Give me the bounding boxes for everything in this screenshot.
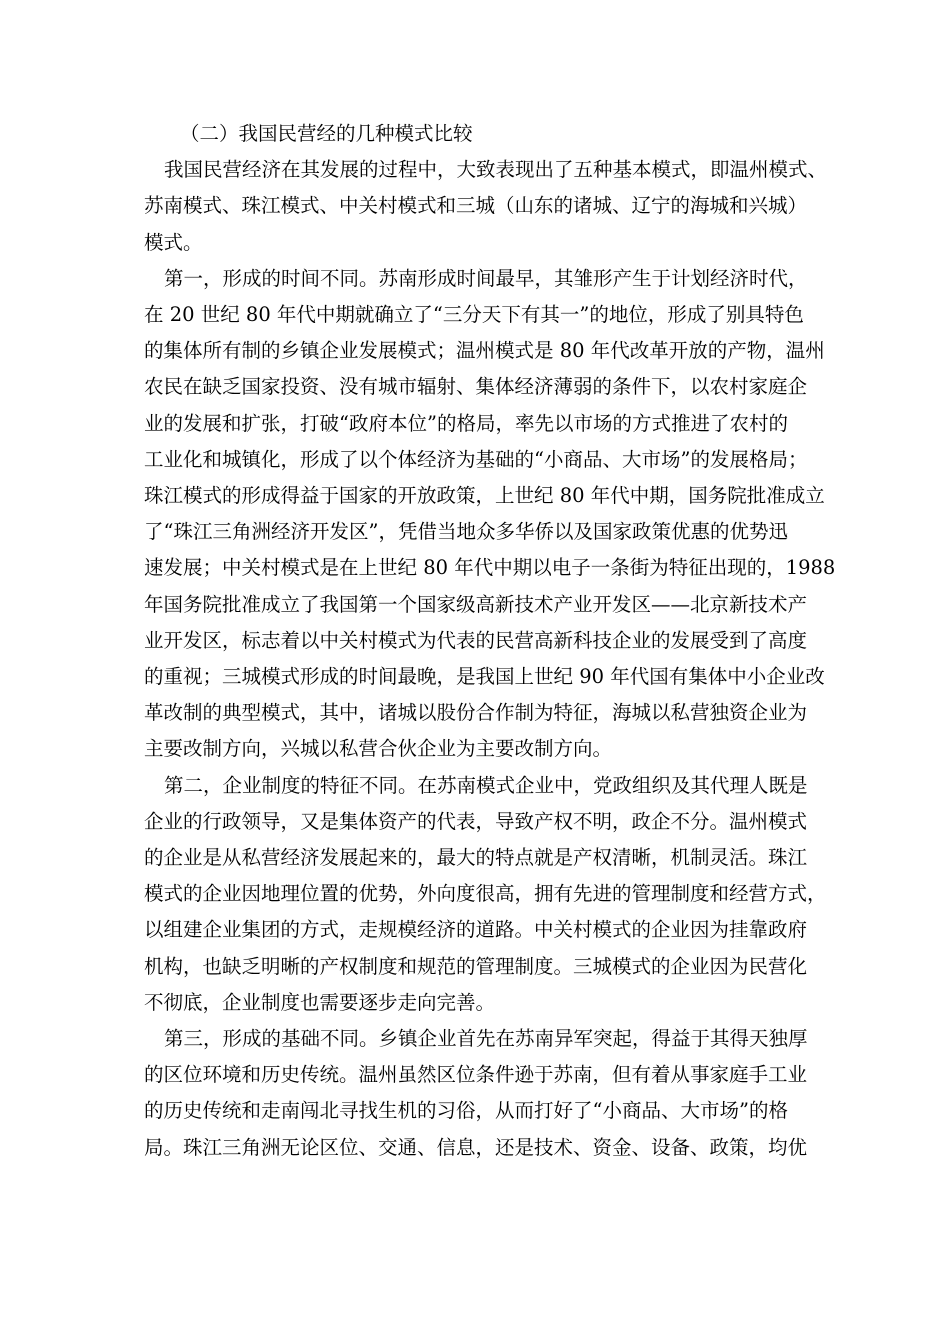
paragraph-intro <box>144 152 828 261</box>
text-line: 速发展；中关村模式是在上世纪 80 年代中期以电子一条街为特征出现的，1988 <box>144 556 836 580</box>
text-line: 我国民营经济在其发展的过程中，大致表现出了五种基本模式，即温州模式、 <box>164 158 828 182</box>
text-line: 的历史传统和走南闯北寻找生机的习俗，从而打好了“小商品、大市场”的格 <box>144 1099 788 1123</box>
text-line: 革改制的典型模式，其中，诸城以股份合作制为特征，海城以私营独资企业为 <box>144 701 808 725</box>
text-line: 主要改制方向，兴城以私营合伙企业为主要改制方向。 <box>144 737 613 761</box>
text-line: 企业的行政领导，又是集体资产的代表，导致产权不明，政企不分。温州模式 <box>144 809 808 833</box>
text-line: 农民在缺乏国家投资、没有城市辐射、集体经济薄弱的条件下，以农村家庭企 <box>144 375 808 399</box>
section-heading: （二）我国民营经的几种模式比较 <box>180 122 473 145</box>
text-line: 的企业是从私营经济发展起来的，最大的特点就是产权清晰，机制灵活。珠江 <box>144 846 808 870</box>
text-line: 苏南模式、珠江模式、中关村模式和三城（山东的诸城、辽宁的海城和兴城） <box>144 194 808 218</box>
document-body <box>144 116 836 1166</box>
text-line: 了“珠江三角洲经济开发区”，凭借当地众多华侨以及国家政策优惠的优势迅 <box>144 520 788 544</box>
text-line: 机构，也缺乏明晰的产权制度和规范的管理制度。三城模式的企业因为民营化 <box>144 954 808 978</box>
text-line: 模式。 <box>144 230 203 254</box>
paragraph-first-point <box>144 261 836 768</box>
paragraph-second-point <box>144 768 827 1021</box>
text-line: 不彻底，企业制度也需要逐步走向完善。 <box>144 990 496 1014</box>
text-line: 业的发展和扩张，打破“政府本位”的格局，率先以市场的方式推进了农村的 <box>144 411 788 435</box>
text-line: 第一，形成的时间不同。苏南形成时间最早，其雏形产生于计划经济时代， <box>164 266 808 290</box>
text-line: 工业化和城镇化，形成了以个体经济为基础的“小商品、大市场”的发展格局； <box>144 447 808 471</box>
text-line: 第二，企业制度的特征不同。在苏南模式企业中，党政组织及其代理人既是 <box>164 773 808 797</box>
text-line: 的重视；三城模式形成的时间最晚，是我国上世纪 90 年代国有集体中小企业改 <box>144 665 825 689</box>
text-line: 在 20 世纪 80 年代中期就确立了“三分天下有其一”的地位，形成了别具特色 <box>144 303 804 327</box>
text-line: 模式的企业因地理位置的优势，外向度很高，拥有先进的管理制度和经营方式， <box>144 882 827 906</box>
text-line: 珠江模式的形成得益于国家的开放政策，上世纪 80 年代中期，国务院批准成立 <box>144 484 825 508</box>
text-line: 以组建企业集团的方式，走规模经济的道路。中关村模式的企业因为挂靠政府 <box>144 918 808 942</box>
text-line: 的集体所有制的乡镇企业发展模式；温州模式是 80 年代改革开放的产物，温州 <box>144 339 825 363</box>
paragraph-third-point <box>144 1021 824 1166</box>
text-line: 业开发区，标志着以中关村模式为代表的民营高新科技企业的发展受到了高度 <box>144 628 808 652</box>
text-line: 局。珠江三角洲无论区位、交通、信息，还是技术、资金、设备、政策，均优 <box>144 1135 808 1159</box>
text-line: 的区位环境和历史传统。温州虽然区位条件逊于苏南，但有着从事家庭手工业 <box>144 1063 808 1087</box>
text-line: 年国务院批准成立了我国第一个国家级高新技术产业开发区——北京新技术产 <box>144 592 808 616</box>
text-line: 第三，形成的基础不同。乡镇企业首先在苏南异军突起，得益于其得天独厚 <box>164 1027 808 1051</box>
